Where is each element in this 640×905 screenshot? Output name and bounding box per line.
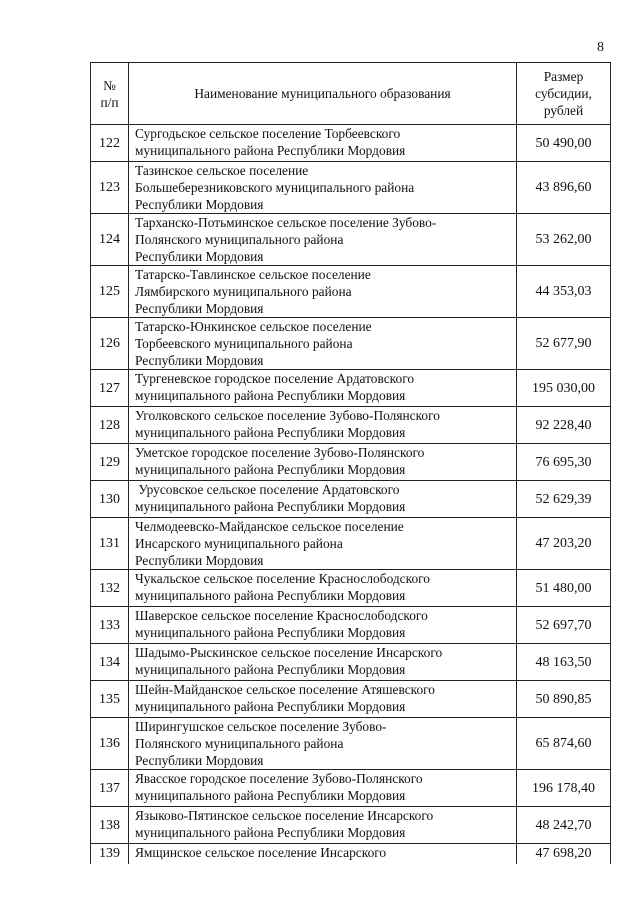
subsidy-amount: 48 242,70	[517, 807, 611, 844]
table-row	[91, 607, 611, 644]
table-row	[91, 370, 611, 407]
municipality-name	[129, 370, 517, 407]
municipality-name-line: Чукальское сельское поселение Краснослободского	[135, 571, 431, 586]
municipality-name-line: Полянского муниципального района	[135, 232, 344, 247]
subsidy-amount: 44 353,03	[517, 266, 611, 318]
header-number-line: п/п	[100, 94, 119, 110]
row-number: 137	[91, 770, 129, 807]
municipality-name	[129, 518, 517, 570]
municipality-name	[129, 125, 517, 162]
row-number: 127	[91, 370, 129, 407]
municipality-name-line: Татарско-Юнкинское сельское поселение	[135, 319, 372, 334]
subsidy-amount: 76 695,30	[517, 444, 611, 481]
municipality-name-line: муниципального района Республики Мордовия	[135, 425, 406, 440]
municipality-name-line: Ямщинское сельское поселение Инсарского	[135, 845, 387, 860]
table-row	[91, 518, 611, 570]
table-row	[91, 644, 611, 681]
municipality-name-line: муниципального района Республики Мордовия	[135, 699, 406, 714]
row-number: 133	[91, 607, 129, 644]
municipality-name	[129, 318, 517, 370]
subsidy-amount: 50 490,00	[517, 125, 611, 162]
municipality-name	[129, 844, 517, 864]
row-number: 130	[91, 481, 129, 518]
municipality-name-line: Республики Мордовия	[135, 753, 264, 768]
municipality-name	[129, 807, 517, 844]
subsidy-amount: 52 629,39	[517, 481, 611, 518]
table-row	[91, 681, 611, 718]
municipality-name	[129, 681, 517, 718]
subsidy-amount: 92 228,40	[517, 407, 611, 444]
table-header-row	[91, 63, 611, 125]
municipality-name-line: Торбеевского муниципального района	[135, 336, 353, 351]
municipality-name-line: Шаверское сельское поселение Краснослободского	[135, 608, 428, 623]
municipality-name-line: Инсарского муниципального района	[135, 536, 343, 551]
municipality-name	[129, 718, 517, 770]
municipality-name-line: муниципального района Республики Мордовия	[135, 499, 406, 514]
subsidy-table	[90, 62, 611, 864]
table-row	[91, 318, 611, 370]
table-row	[91, 807, 611, 844]
table-row	[91, 266, 611, 318]
table-row	[91, 718, 611, 770]
row-number: 126	[91, 318, 129, 370]
municipality-name	[129, 570, 517, 607]
subsidy-amount: 52 697,70	[517, 607, 611, 644]
row-number: 129	[91, 444, 129, 481]
municipality-name	[129, 214, 517, 266]
subsidy-amount: 196 178,40	[517, 770, 611, 807]
subsidy-amount: 195 030,00	[517, 370, 611, 407]
municipality-name-line: муниципального района Республики Мордовия	[135, 662, 406, 677]
subsidy-amount: 50 890,85	[517, 681, 611, 718]
table-row	[91, 125, 611, 162]
municipality-name-line: Республики Мордовия	[135, 301, 264, 316]
municipality-name-line: Уметское городское поселение Зубово-Полянского	[135, 445, 425, 460]
municipality-name	[129, 444, 517, 481]
municipality-name-line: муниципального района Республики Мордовия	[135, 588, 406, 603]
header-sum-line: субсидии,	[535, 86, 592, 101]
subsidy-amount: 52 677,90	[517, 318, 611, 370]
header-number-line: №	[103, 77, 116, 93]
municipality-name	[129, 770, 517, 807]
table-row	[91, 214, 611, 266]
page-number: 8	[597, 40, 604, 55]
subsidy-amount: 43 896,60	[517, 162, 611, 214]
municipality-name-line: Челмодеевско-Майданское сельское поселение	[135, 519, 404, 534]
row-number: 122	[91, 125, 129, 162]
subsidy-amount: 51 480,00	[517, 570, 611, 607]
municipality-name-line: Республики Мордовия	[135, 249, 264, 264]
table-row	[91, 481, 611, 518]
table-row	[91, 162, 611, 214]
municipality-name	[129, 644, 517, 681]
municipality-name-line: Шейн-Майданское сельское поселение Атяшевского	[135, 682, 436, 697]
subsidy-amount: 65 874,60	[517, 718, 611, 770]
municipality-name-line: Республики Мордовия	[135, 197, 264, 212]
municipality-name-line: Большеберезниковского муниципального района	[135, 180, 415, 195]
row-number: 136	[91, 718, 129, 770]
municipality-name-line: Лямбирского муниципального района	[135, 284, 352, 299]
table-row	[91, 770, 611, 807]
municipality-name-line: Сургодьское сельское поселение Торбеевского	[135, 126, 401, 141]
municipality-name-line: муниципального района Республики Мордовия	[135, 625, 406, 640]
row-number: 132	[91, 570, 129, 607]
municipality-name-line: Уголковского сельское поселение Зубово-Полянского	[135, 408, 440, 423]
row-number: 138	[91, 807, 129, 844]
subsidy-amount: 48 163,50	[517, 644, 611, 681]
row-number: 128	[91, 407, 129, 444]
table-row	[91, 570, 611, 607]
municipality-name-line: Полянского муниципального района	[135, 736, 344, 751]
municipality-name-line: Языково-Пятинское сельское поселение Инсарского	[135, 808, 434, 823]
subsidy-amount: 47 698,20	[517, 844, 611, 864]
subsidy-amount: 47 203,20	[517, 518, 611, 570]
municipality-name-line: Ширингушское сельское поселение Зубово-	[135, 719, 387, 734]
header-name: Наименование муниципального образования	[129, 63, 517, 125]
municipality-name-line: Татарско-Тавлинское сельское поселение	[135, 267, 371, 282]
row-number: 134	[91, 644, 129, 681]
municipality-name-line: Урусовское сельское поселение Ардатовского	[135, 482, 400, 497]
header-sum-line: рублей	[543, 103, 584, 118]
header-sum-line: Размер	[543, 69, 584, 84]
municipality-name	[129, 607, 517, 644]
subsidy-amount: 53 262,00	[517, 214, 611, 266]
header-sum	[517, 63, 611, 125]
municipality-name-line: Тургеневское городское поселение Ардатовского	[135, 371, 415, 386]
municipality-name-line: Тарханско-Потьминское сельское поселение Зубово-	[135, 215, 437, 230]
table-row	[91, 444, 611, 481]
table-row	[91, 844, 611, 864]
header-number	[91, 63, 129, 125]
row-number: 124	[91, 214, 129, 266]
municipality-name-line: муниципального района Республики Мордовия	[135, 388, 406, 403]
row-number: 125	[91, 266, 129, 318]
table-row	[91, 407, 611, 444]
row-number: 135	[91, 681, 129, 718]
row-number: 139	[91, 844, 129, 864]
row-number: 123	[91, 162, 129, 214]
municipality-name	[129, 162, 517, 214]
municipality-name-line: Шадымо-Рыскинское сельское поселение Инсарского	[135, 645, 443, 660]
municipality-name	[129, 266, 517, 318]
municipality-name-line: муниципального района Республики Мордовия	[135, 462, 406, 477]
municipality-name-line: муниципального района Республики Мордовия	[135, 143, 406, 158]
municipality-name-line: Республики Мордовия	[135, 353, 264, 368]
municipality-name-line: муниципального района Республики Мордовия	[135, 825, 406, 840]
municipality-name-line: Тазинское сельское поселение	[135, 163, 309, 178]
municipality-name	[129, 407, 517, 444]
municipality-name	[129, 481, 517, 518]
row-number: 131	[91, 518, 129, 570]
municipality-name-line: муниципального района Республики Мордовия	[135, 788, 406, 803]
municipality-name-line: Республики Мордовия	[135, 553, 264, 568]
municipality-name-line: Явасское городское поселение Зубово-Полянского	[135, 771, 423, 786]
